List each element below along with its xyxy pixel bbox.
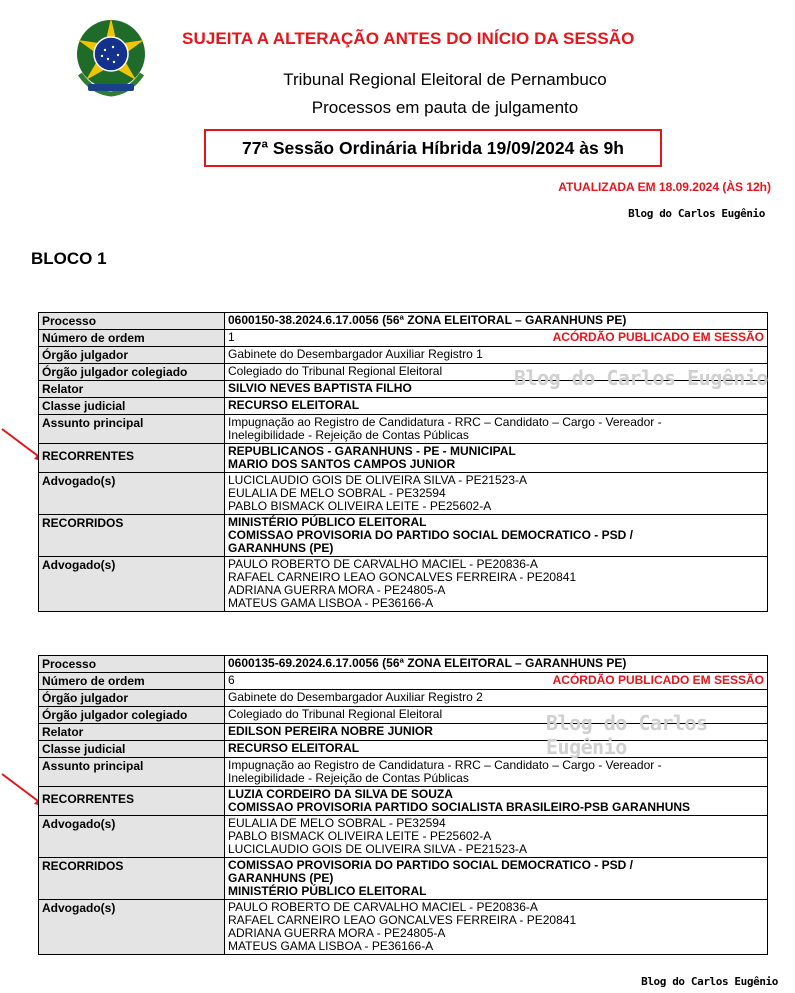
numero-value: 6 xyxy=(228,673,235,687)
watermark: Blog do Carlos Eugênio xyxy=(546,711,708,759)
advogado-line: PABLO BISMACK OLIVEIRA LEITE - PE25602-A xyxy=(228,499,492,513)
table-row xyxy=(39,787,768,816)
recorrido-line: GARANHUNS (PE) xyxy=(228,871,334,885)
advogado-line: LUCICLAUDIO GOIS DE OLIVEIRA SILVA - PE21523-A xyxy=(228,842,528,856)
label-relator: Relator xyxy=(39,724,225,741)
blog-credit-top: Blog do Carlos Eugênio xyxy=(628,207,765,220)
updated-notice: ATUALIZADA EM 18.09.2024 (ÀS 12h) xyxy=(558,180,771,194)
table-row xyxy=(39,347,768,364)
numero-cell xyxy=(225,330,768,347)
recorrente-line: COMISSAO PROVISORIA PARTIDO SOCIALISTA BRASILEIRO-PSB GARANHUNS xyxy=(228,800,691,814)
table-row xyxy=(39,444,768,473)
advogado-line: RAFAEL CARNEIRO LEAO GONCALVES FERREIRA - PE20841 xyxy=(228,570,577,584)
label-assunto: Assunto principal xyxy=(39,415,225,444)
recorrido-line: MINISTÉRIO PÚBLICO ELEITORAL xyxy=(228,515,427,529)
advogado-line: LUCICLAUDIO GOIS DE OLIVEIRA SILVA - PE21523-A xyxy=(228,473,528,487)
status-badge: ACÓRDÃO PUBLICADO EM SESSÃO xyxy=(552,673,764,687)
recorridos-value xyxy=(225,858,768,900)
recorrentes-value xyxy=(225,787,768,816)
table-row xyxy=(39,858,768,900)
table-row xyxy=(39,515,768,557)
numero-cell xyxy=(225,673,768,690)
advogado-line: PAULO ROBERTO DE CARVALHO MACIEL - PE20836-A xyxy=(228,900,538,914)
recorrido-line: COMISSAO PROVISORIA DO PARTIDO SOCIAL DEMOCRATICO - PSD / xyxy=(228,528,633,542)
recorrente-line: LUZIA CORDEIRO DA SILVA DE SOUZA xyxy=(228,787,453,801)
label-assunto: Assunto principal xyxy=(39,758,225,787)
advogado-line: RAFAEL CARNEIRO LEAO GONCALVES FERREIRA - PE20841 xyxy=(228,913,577,927)
assunto-line: Inelegibilidade - Rejeição de Contas Públicas xyxy=(228,771,469,785)
orgao-colegiado-value: Colegiado do Tribunal Regional Eleitoral xyxy=(225,707,768,724)
table-row xyxy=(39,690,768,707)
table-row xyxy=(39,330,768,347)
table-row xyxy=(39,656,768,673)
watermark: Blog do Carlos Eugênio xyxy=(514,366,768,390)
advogado-line: PABLO BISMACK OLIVEIRA LEITE - PE25602-A xyxy=(228,829,492,843)
label-processo: Processo xyxy=(39,656,225,673)
table-row xyxy=(39,313,768,330)
recorrente-line: MARIO DOS SANTOS CAMPOS JUNIOR xyxy=(228,457,456,471)
assunto-value xyxy=(225,415,768,444)
session-title xyxy=(204,129,662,167)
relator-value: SILVIO NEVES BAPTISTA FILHO xyxy=(225,381,768,398)
classe-value: RECURSO ELEITORAL xyxy=(225,741,768,758)
label-orgao: Órgão julgador xyxy=(39,690,225,707)
label-recorridos: RECORRIDOS xyxy=(39,515,225,557)
warning-text: SUJEITA A ALTERAÇÃO ANTES DO INÍCIO DA SESSÃO xyxy=(182,29,635,48)
label-recorridos: RECORRIDOS xyxy=(39,858,225,900)
table-row xyxy=(39,398,768,415)
advogados-recorrentes-value xyxy=(225,816,768,858)
advogados-recorridos-value xyxy=(225,900,768,955)
advogado-line: EULALIA DE MELO SOBRAL - PE32594 xyxy=(228,486,446,500)
status-badge: ACÓRDÃO PUBLICADO EM SESSÃO xyxy=(552,330,764,344)
classe-value: RECURSO ELEITORAL xyxy=(225,398,768,415)
advogados-recorridos-value xyxy=(225,557,768,612)
advogado-line: ADRIANA GUERRA MORA - PE24805-A xyxy=(228,583,446,597)
orgao-colegiado-value: Colegiado do Tribunal Regional Eleitoral xyxy=(225,364,768,381)
label-orgao: Órgão julgador xyxy=(39,347,225,364)
label-classe: Classe judicial xyxy=(39,741,225,758)
process-table-2 xyxy=(38,655,768,955)
advogado-line: PAULO ROBERTO DE CARVALHO MACIEL - PE20836-A xyxy=(228,557,538,571)
advogado-line: MATEUS GAMA LISBOA - PE36166-A xyxy=(228,596,434,610)
block-title: BLOCO 1 xyxy=(31,249,107,268)
advogado-line: ADRIANA GUERRA MORA - PE24805-A xyxy=(228,926,446,940)
numero-value: 1 xyxy=(228,330,235,344)
table-row xyxy=(39,673,768,690)
label-advogados: Advogado(s) xyxy=(39,816,225,858)
recorrido-line: MINISTÉRIO PÚBLICO ELEITORAL xyxy=(228,884,427,898)
label-orgao-colegiado: Órgão julgador colegiado xyxy=(39,364,225,381)
orgao-value: Gabinete do Desembargador Auxiliar Registro 2 xyxy=(225,690,768,707)
processo-value: 0600150-38.2024.6.17.0056 (56ª ZONA ELEITORAL – GARANHUNS PE) xyxy=(225,313,768,330)
table-row xyxy=(39,900,768,955)
recorrido-line: GARANHUNS (PE) xyxy=(228,541,334,555)
assunto-line: Impugnação ao Registro de Candidatura - RRC – Candidato – Cargo - Vereador - xyxy=(228,415,662,429)
label-orgao-colegiado: Órgão julgador colegiado xyxy=(39,707,225,724)
label-advogados: Advogado(s) xyxy=(39,557,225,612)
advogado-line: MATEUS GAMA LISBOA - PE36166-A xyxy=(228,939,434,953)
processo-value: 0600135-69.2024.6.17.0056 (56ª ZONA ELEITORAL – GARANHUNS PE) xyxy=(225,656,768,673)
table-row xyxy=(39,415,768,444)
label-classe: Classe judicial xyxy=(39,398,225,415)
label-numero: Número de ordem xyxy=(39,330,225,347)
table-row xyxy=(39,473,768,515)
label-advogados: Advogado(s) xyxy=(39,473,225,515)
court-name: Tribunal Regional Eleitoral de Pernambuco xyxy=(283,70,607,89)
advogados-recorrentes-value xyxy=(225,473,768,515)
recorrido-line: COMISSAO PROVISORIA DO PARTIDO SOCIAL DEMOCRATICO - PSD / xyxy=(228,858,633,872)
assunto-value xyxy=(225,758,768,787)
table-row xyxy=(39,557,768,612)
label-advogados: Advogado(s) xyxy=(39,900,225,955)
process-table-1 xyxy=(38,312,768,612)
blog-credit-bottom: Blog do Carlos Eugênio xyxy=(641,975,778,988)
recorridos-value xyxy=(225,515,768,557)
assunto-line: Inelegibilidade - Rejeição de Contas Públicas xyxy=(228,428,469,442)
recorrentes-value xyxy=(225,444,768,473)
relator-value: EDILSON PEREIRA NOBRE JUNIOR xyxy=(225,724,768,741)
label-recorrentes: RECORRENTES xyxy=(39,444,225,473)
label-recorrentes: RECORRENTES xyxy=(39,787,225,816)
recorrente-line: REPUBLICANOS - GARANHUNS - PE - MUNICIPAL xyxy=(228,444,516,458)
advogado-line: EULALIA DE MELO SOBRAL - PE32594 xyxy=(228,816,446,830)
orgao-value: Gabinete do Desembargador Auxiliar Registro 1 xyxy=(225,347,768,364)
table-row xyxy=(39,758,768,787)
session-title-text: 77ª Sessão Ordinária Híbrida 19/09/2024 às 9h xyxy=(242,137,624,158)
label-relator: Relator xyxy=(39,381,225,398)
page-subtitle: Processos em pauta de julgamento xyxy=(311,98,579,117)
assunto-line: Impugnação ao Registro de Candidatura - RRC – Candidato – Cargo - Vereador - xyxy=(228,758,662,772)
label-numero: Número de ordem xyxy=(39,673,225,690)
table-row xyxy=(39,816,768,858)
label-processo: Processo xyxy=(39,313,225,330)
